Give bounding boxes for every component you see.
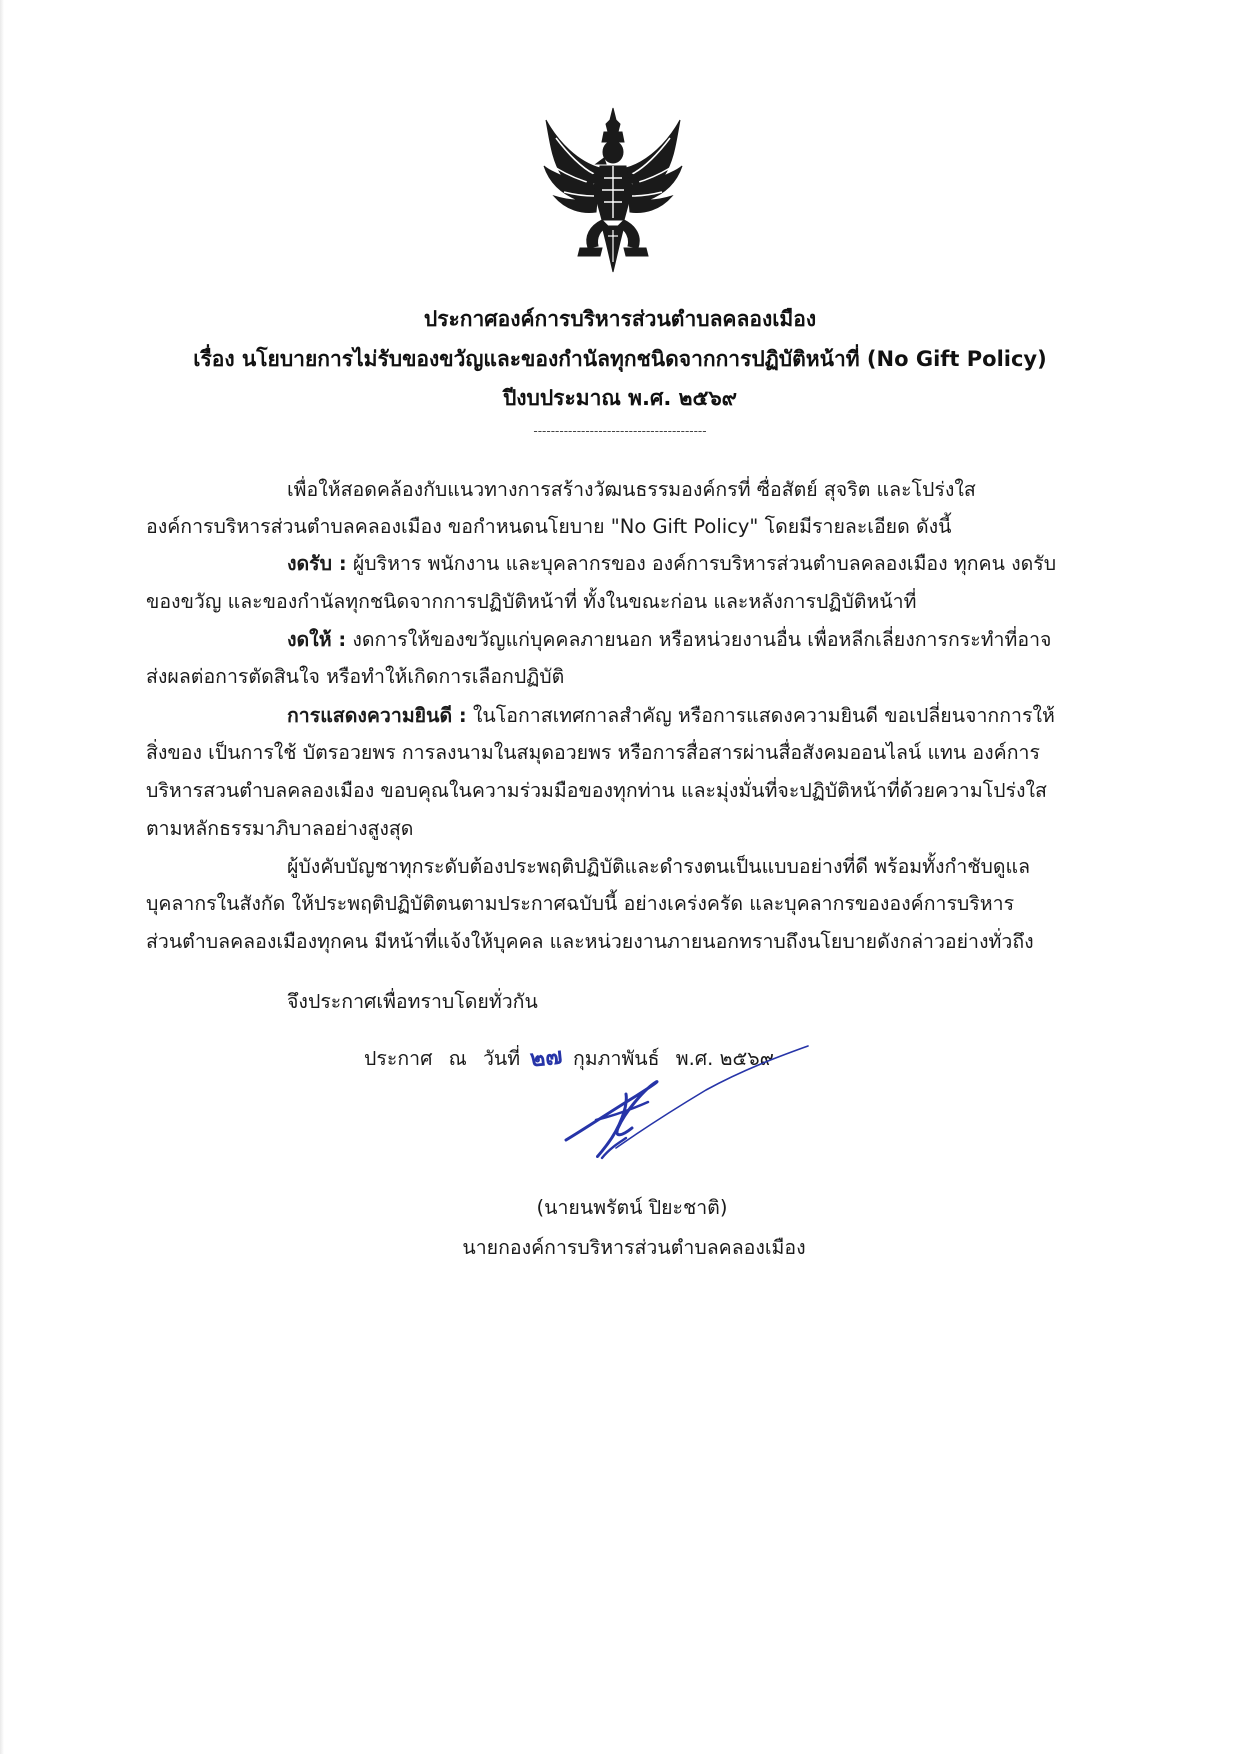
date-day-label: วันที่ (482, 1047, 521, 1070)
paragraph-congratulation-line-2: สิ่งของ เป็นการใช้ บัตรอวยพร การลงนามในสมุดอวยพร หรือการสื่อสารผ่านสื่อสังคมออนไลน์ แทน องค์การ (146, 741, 1040, 764)
paragraph-congratulation-line-3: บริหารสวนตำบลคลองเมือง ขอบคุณในความร่วมมือของทุกท่าน และมุ่งมั่นที่จะปฏิบัติหน้าที่ด้วยความโปร่งใส (146, 779, 1047, 802)
paragraph-no-receive-line-1 (287, 552, 1121, 576)
garuda-emblem-icon (538, 102, 688, 277)
paragraph-congratulation-line-1 (287, 704, 1121, 728)
paragraph-no-receive-line-2: ของขวัญ และของกำนัลทุกชนิดจากการปฏิบัติหน้าที่ ทั้งในขณะก่อน และหลังการปฏิบัติหน้าที่ (146, 590, 917, 613)
date-year-label: พ.ศ. (675, 1047, 714, 1070)
paragraph-congratulation-line-4: ตามหลักธรรมาภิบาลอย่างสูงสุด (146, 817, 414, 840)
congratulation-label: การแสดงความยินดี : (287, 704, 467, 727)
congratulation-text: ในโอกาสเทศกาลสำคัญ หรือการแสดงความยินดี ขอเปลี่ยนจากการให้ (466, 704, 1055, 727)
date-prefix: ประกาศ (364, 1047, 433, 1070)
paragraph-intro-line-2: องค์การบริหารส่วนตำบลคลองเมือง ขอกำหนดนโยบาย "No Gift Policy" โดยมีรายละเอียด ดังนี้ (146, 515, 952, 538)
announcement-subject: เรื่อง นโยบายการไม่รับของขวัญและของกำนัลทุกชนิดจากการปฏิบัติหน้าที่ (No Gift Policy) (193, 347, 1047, 371)
paragraph-intro-line-1: เพื่อให้สอดคล้องกับแนวทางการสร้างวัฒนธรรมองค์กรที่ ซื่อสัตย์ สุจริต และโปร่งใส (287, 478, 976, 501)
closing-statement: จึงประกาศเพื่อทราบโดยทั่วกัน (287, 990, 538, 1013)
no-give-text: งดการให้ของขวัญแก่บุคคลภายนอก หรือหน่วยงานอื่น เพื่อหลีกเลี่ยงการกระทำที่อาจ (346, 628, 1052, 651)
paragraph-no-give-line-1 (287, 628, 1121, 652)
paragraph-supervisors-line-1: ผู้บังคับบัญชาทุกระดับต้องประพฤติปฏิบัติและดำรงตนเป็นแบบอย่างที่ดี พร้อมทั้งกำชับดูแล (287, 855, 1031, 878)
announcement-title: ประกาศองค์การบริหารส่วนตำบลคลองเมือง (423, 307, 817, 331)
paragraph-supervisors-line-2: บุคลากรในสังกัด ให้ประพฤติปฏิบัติตนตามประกาศฉบับนี้ อย่างเคร่งครัด และบุคลากรขององค์การบริหาร (146, 892, 1015, 915)
paragraph-no-give-line-2: ส่งผลต่อการตัดสินใจ หรือทำให้เกิดการเลือกปฏิบัติ (146, 665, 565, 688)
date-month: กุมภาพันธ์ (572, 1047, 660, 1070)
date-year: ๒๕๖๙ (719, 1047, 774, 1070)
handwritten-signature-icon (556, 1038, 816, 1188)
fiscal-year: ปีงบประมาณ พ.ศ. ๒๕๖๙ (502, 386, 738, 410)
no-receive-text: ผู้บริหาร พนักงาน และบุคลากรของ องค์การบริหารส่วนตำบลคลองเมือง ทุกคน งดรับ (346, 552, 1057, 575)
signer-title: นายกองค์การบริหารส่วนตำบลคลองเมือง (462, 1236, 806, 1259)
signer-name: (นายนพรัตน์ ปิยะชาติ) (536, 1196, 728, 1219)
date-at: ณ (448, 1047, 467, 1070)
scan-edge-shadow (0, 0, 4, 1754)
divider-rule: ---------------------------------------- (533, 424, 707, 438)
no-give-label: งดให้ : (287, 628, 347, 651)
date-day-handwritten: ๒๗ (529, 1043, 565, 1073)
paragraph-supervisors-line-3: ส่วนตำบลคลองเมืองทุกคน มีหน้าที่แจ้งให้บุคคล และหน่วยงานภายนอกทราบถึงนโยบายดังกล่าวอย่างทั่วถึง (146, 930, 1034, 953)
no-receive-label: งดรับ : (287, 552, 347, 575)
